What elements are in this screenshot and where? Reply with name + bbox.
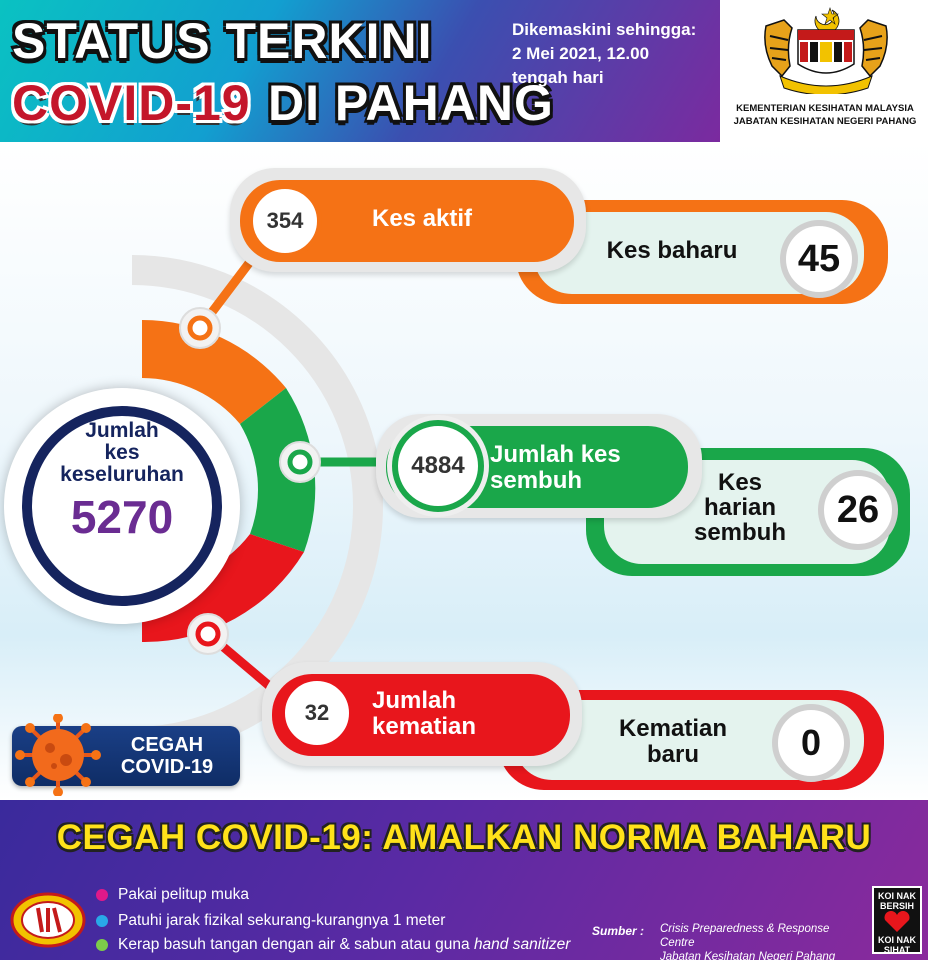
- tip-distance: [96, 910, 445, 932]
- ministry-name: [722, 102, 928, 128]
- recovered-value: 4884: [392, 420, 484, 512]
- tip-wash-text: [118, 934, 570, 956]
- active-value: 354: [248, 184, 322, 258]
- title-place: DI PAHANG: [268, 75, 554, 131]
- deaths-label-line1: Jumlah: [372, 687, 457, 714]
- total-label-line2: kes: [104, 441, 140, 464]
- updated-timestamp: [512, 18, 717, 90]
- daily-recovered-label-line3: sembuh: [693, 519, 786, 546]
- cegah-text: [100, 734, 234, 778]
- active-label: Kes aktif: [372, 205, 473, 232]
- total-label-line1: Jumlah: [85, 419, 159, 442]
- updated-line2: 2 Mei 2021, 12.00: [512, 44, 650, 63]
- deaths-label-line2: kematian: [372, 713, 477, 740]
- tip-wash: [96, 934, 570, 956]
- total-label-line3: keseluruhan: [60, 463, 184, 486]
- tip-mask-dot: [96, 889, 108, 901]
- recovered-label: [490, 442, 621, 494]
- tip-mask: [96, 884, 249, 906]
- new-cases-label: Kes baharu: [606, 237, 738, 264]
- title-covid: COVID-19: [12, 75, 251, 131]
- tip-wash-plain: Kerap basuh tangan dengan air & sabun atau guna: [118, 936, 474, 953]
- recovered-label-line2: sembuh: [490, 467, 583, 494]
- tip-distance-dot: [96, 915, 108, 927]
- total-label: [46, 420, 198, 486]
- updated-line3: tengah hari: [512, 68, 604, 87]
- new-cases-value: 45: [780, 220, 858, 298]
- title-status-terkini: STATUS TERKINI: [12, 13, 433, 69]
- new-deaths-label-line2: baru: [646, 741, 699, 768]
- cegah-line1: CEGAH: [130, 734, 204, 756]
- new-deaths-label-line1: Kematian: [618, 715, 728, 742]
- source-line1: Crisis Preparedness & Response Centre: [660, 923, 830, 949]
- ministry-line: KEMENTERIAN KESIHATAN MALAYSIA: [736, 103, 914, 114]
- jkn-logo-icon: [8, 890, 88, 950]
- daily-recovered-value: 26: [818, 470, 898, 550]
- deaths-value: 32: [280, 676, 354, 750]
- cegah-line2: COVID-19: [120, 756, 214, 778]
- daily-recovered-label-line1: Kes: [717, 469, 763, 496]
- source-label: Sumber :: [592, 924, 645, 938]
- source-line2: Jabatan Kesihatan Negeri Pahang: [660, 951, 836, 963]
- department-line: JABATAN KESIHATAN NEGERI PAHANG: [733, 116, 917, 127]
- koi-top: KOI NAK BERSIH: [878, 891, 916, 911]
- recovered-label-line1: Jumlah kes: [490, 441, 621, 468]
- new-deaths-value: 0: [772, 704, 850, 782]
- new-deaths-label: [588, 716, 758, 768]
- source-text: [660, 922, 860, 964]
- updated-line1: Dikemaskini sehingga:: [512, 20, 697, 39]
- virus-icon: [14, 714, 102, 796]
- daily-recovered-label-line2: harian: [703, 494, 777, 521]
- deaths-label: [372, 688, 476, 740]
- slogan: CEGAH COVID-19: AMALKAN NORMA BAHARU: [56, 818, 872, 857]
- tip-wash-italic: hand sanitizer: [473, 936, 571, 953]
- malaysia-crest-icon: [760, 6, 892, 94]
- koi-bottom: KOI NAK SIHAT: [878, 935, 916, 955]
- koi-nak-sihat-logo: [872, 886, 922, 954]
- total-value: 5270: [70, 491, 174, 543]
- heart-icon: [882, 911, 912, 933]
- tip-mask-text: Pakai pelitup muka: [118, 886, 249, 903]
- tip-wash-dot: [96, 939, 108, 951]
- tip-distance-text: Patuhi jarak fizikal sekurang-kurangnya 1 meter: [118, 912, 446, 929]
